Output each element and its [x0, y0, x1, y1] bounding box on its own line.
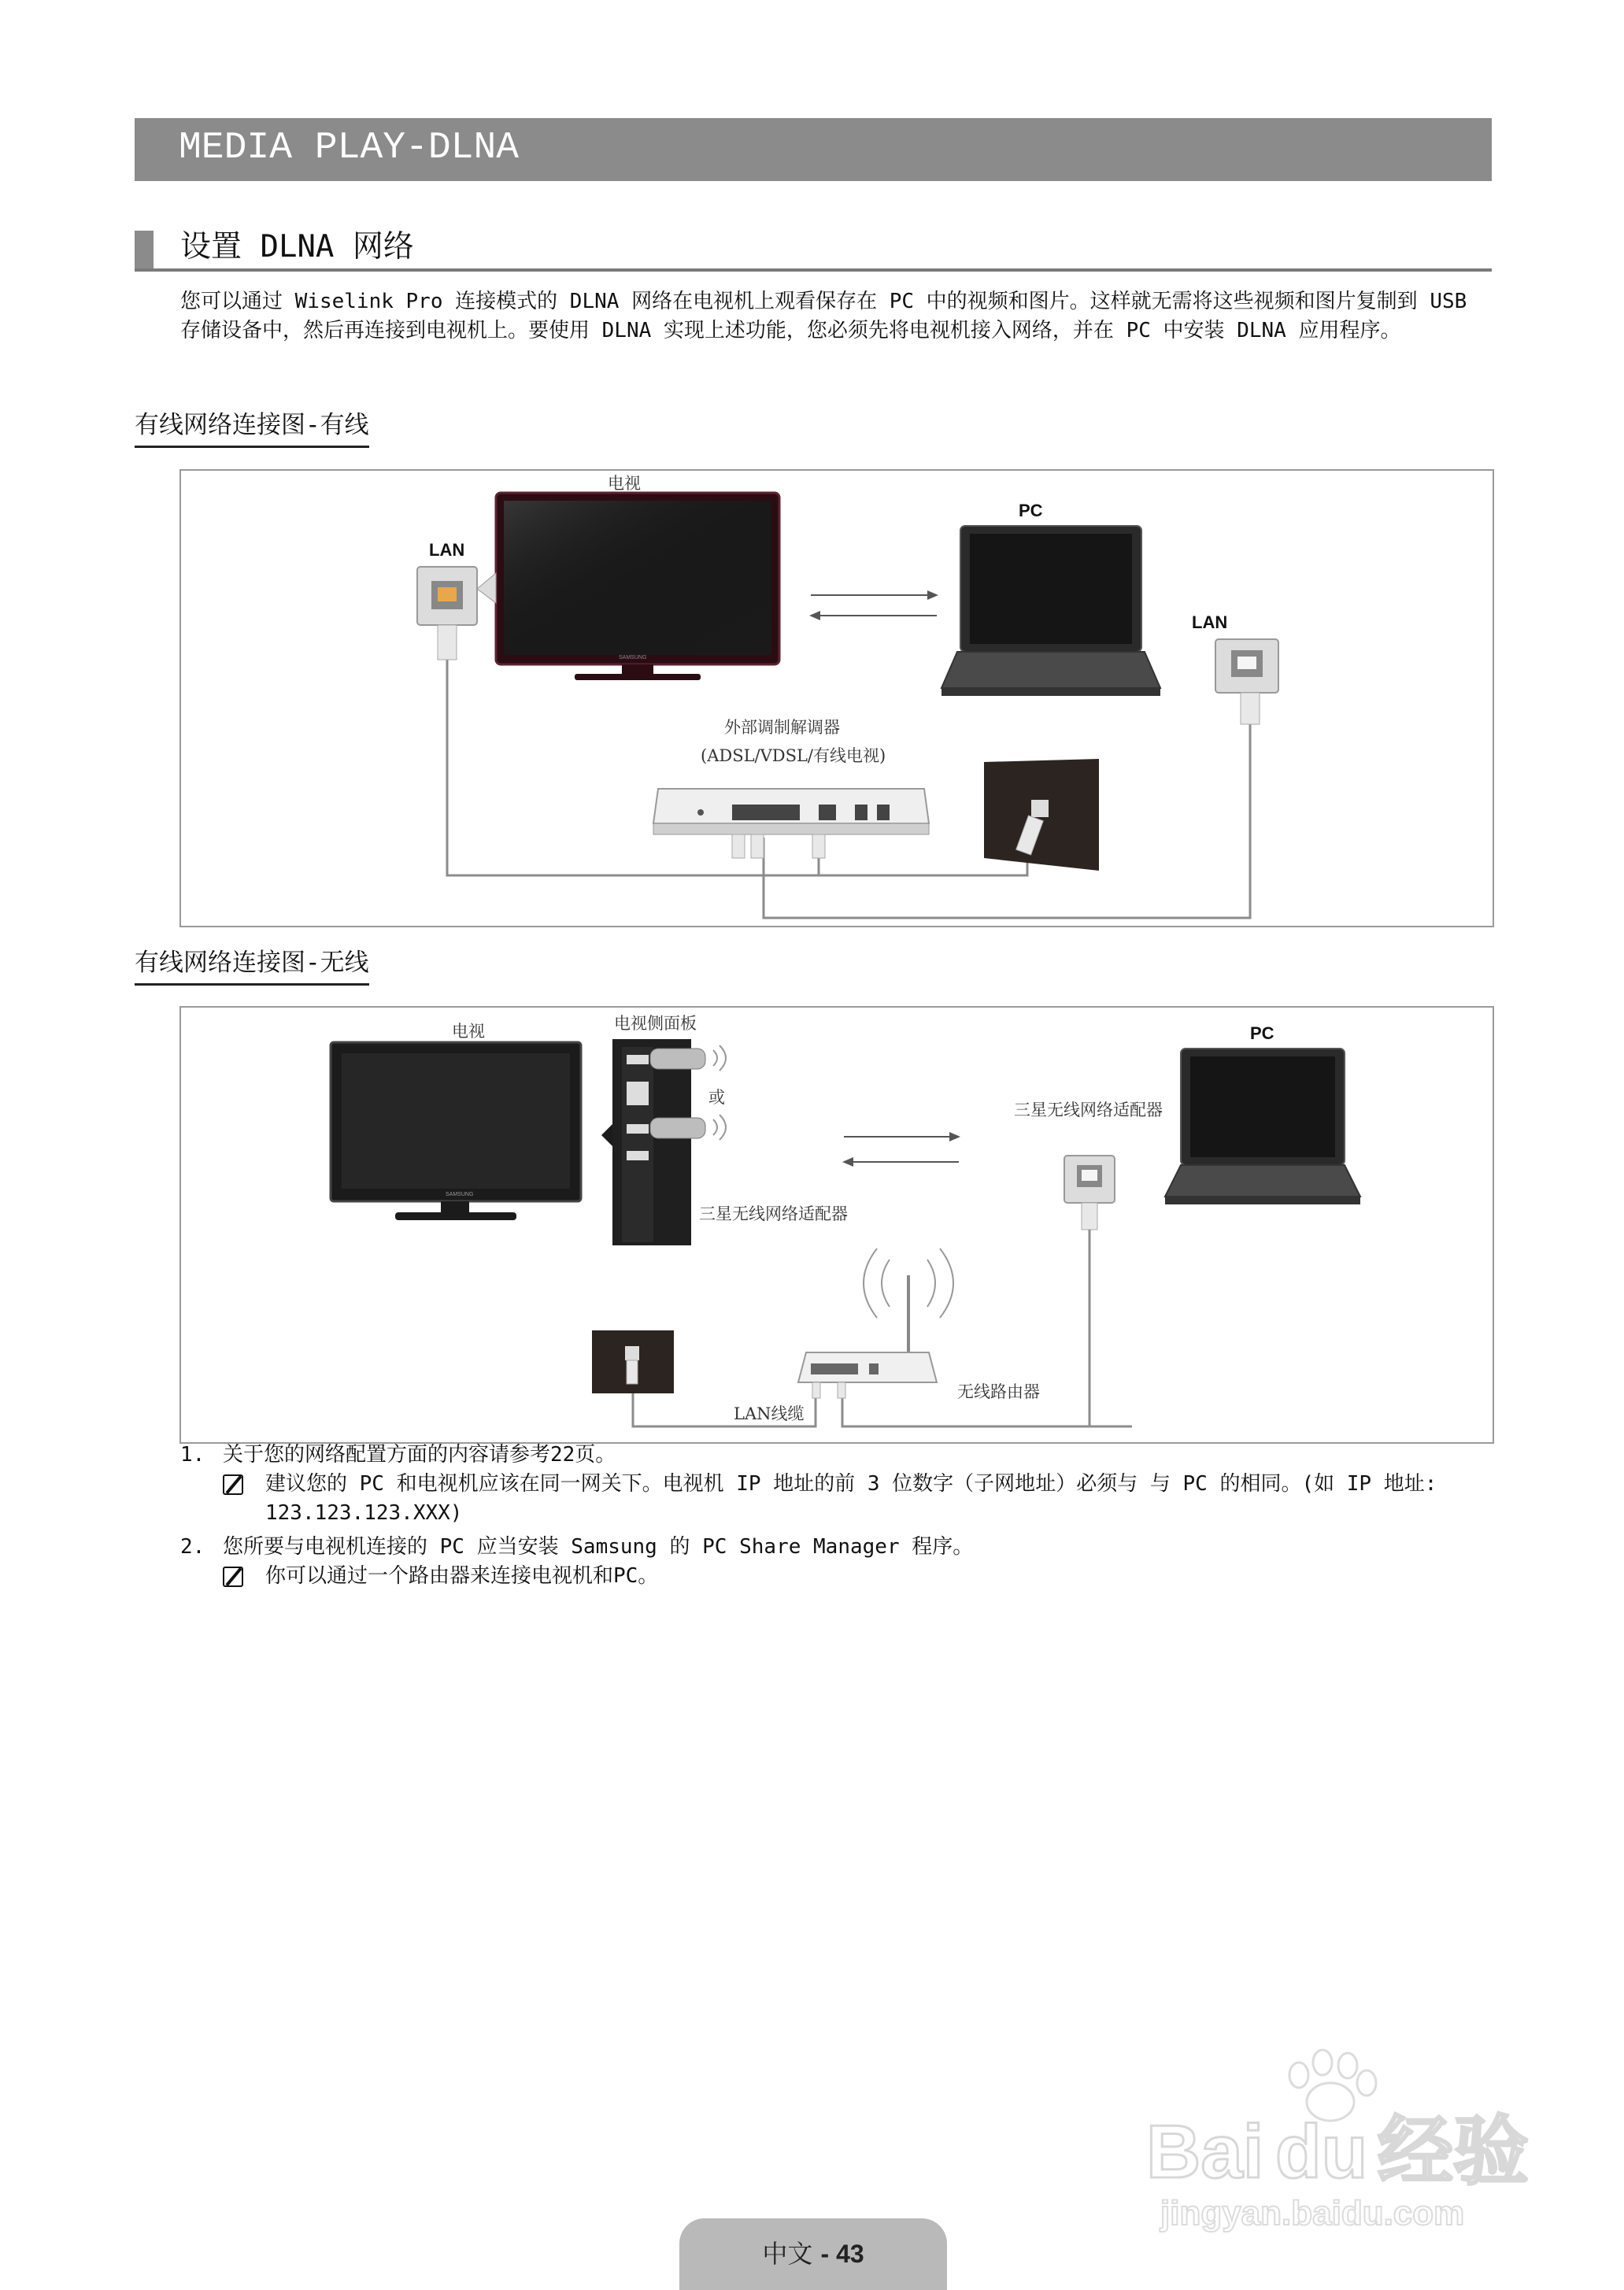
wired-tv-brand: SAMSUNG	[619, 655, 647, 660]
or-label: 或	[708, 1088, 725, 1107]
note-number: 1.	[180, 1443, 205, 1467]
router-label: 无线路由器	[957, 1382, 1040, 1401]
svg-text:Bai: Bai	[1146, 2110, 1264, 2194]
watermark-brand: du	[1275, 2110, 1368, 2194]
memo	[223, 1470, 1495, 1528]
wired-heading: 有线网络连接图-有线	[135, 409, 369, 448]
memo-text: 建议您的 PC 和电视机应该在同一网关下。电视机 IP 地址的前 3 位数字（子网地址）必须与 与 PC 的相同。(如 IP 地址: 123.123.123.XXX)	[265, 1472, 1437, 1525]
footer-page: - 43	[820, 2240, 864, 2268]
wireless-heading: 有线网络连接图-无线	[135, 947, 369, 986]
lan-port-right	[1215, 639, 1278, 724]
router-illustration	[798, 1249, 953, 1398]
footer-language: 中文	[762, 2239, 813, 2269]
memo-note-icon	[223, 1567, 243, 1587]
wireless-diagram	[179, 1006, 1494, 1444]
memo-note-icon	[223, 1474, 243, 1495]
memo	[223, 1562, 1495, 1591]
modem-label: 外部调制解调器	[724, 718, 840, 737]
laptop-illustration	[1165, 1049, 1360, 1204]
list-item	[180, 1533, 1495, 1591]
svg-text:经验: 经验	[1378, 2110, 1529, 2194]
side-panel-label: 电视侧面板	[614, 1014, 697, 1033]
tv-illustration	[496, 493, 779, 680]
wireless-tv-brand: SAMSUNG	[446, 1192, 474, 1197]
wired-pc-label: PC	[1019, 501, 1043, 520]
section-divider	[135, 268, 1492, 272]
page-number	[679, 2234, 947, 2270]
wired-diagram	[179, 469, 1494, 927]
note-number: 2.	[180, 1535, 205, 1559]
wall-socket-illustration	[984, 759, 1099, 871]
lan-port-left	[417, 567, 496, 660]
lan-cable-label: LAN线缆	[734, 1404, 805, 1423]
section-title: 设置 DLNA 网络	[180, 229, 414, 265]
wireless-diagram-art	[181, 1008, 1493, 1442]
note-text: 关于您的网络配置方面的内容请参考22页。	[223, 1443, 616, 1467]
wired-tv-label: 电视	[608, 474, 641, 493]
laptop-illustration	[941, 526, 1160, 696]
adapter-label-left: 三星无线网络适配器	[699, 1204, 848, 1223]
modem-sublabel: (ADSL/VDSL/有线电视)	[701, 746, 886, 765]
modem-illustration	[653, 789, 929, 858]
wall-socket-illustration	[592, 1330, 674, 1393]
adapter-label-right: 三星无线网络适配器	[1014, 1101, 1163, 1119]
note-text: 您所要与电视机连接的 PC 应当安装 Samsung 的 PC Share Manager 程序。	[223, 1535, 974, 1559]
notes-list	[180, 1441, 1495, 1591]
wired-lan-right-label: LAN	[1192, 612, 1228, 632]
page-title: MEDIA PLAY-DLNA	[179, 127, 520, 169]
watermark-url: jingyan.baidu.com	[1160, 2194, 1465, 2233]
header-banner	[135, 118, 1492, 181]
intro-paragraph: 您可以通过 Wiselink Pro 连接模式的 DLNA 网络在电视机上观看保存在 PC 中的视频和图片。这样就无需将这些视频和图片复制到 USB 存储设备中，然后再连接到电视机上。要使用 DLNA 实现上述功能，您必须先将电视机接入网络，并在 PC 中安装 DLNA 应用程序。	[180, 290, 1467, 342]
section-marker	[135, 231, 154, 268]
wireless-tv-label: 电视	[452, 1022, 485, 1041]
lan-port-right	[1064, 1156, 1115, 1230]
memo-text: 你可以通过一个路由器来连接电视机和PC。	[265, 1564, 659, 1588]
list-item	[180, 1441, 1495, 1528]
baidu-watermark-logo	[1141, 2039, 1551, 2244]
wired-lan-left-label: LAN	[429, 540, 465, 560]
page-number-tab	[679, 2218, 947, 2290]
wireless-pc-label: PC	[1250, 1023, 1274, 1043]
wired-diagram-art	[181, 471, 1493, 926]
